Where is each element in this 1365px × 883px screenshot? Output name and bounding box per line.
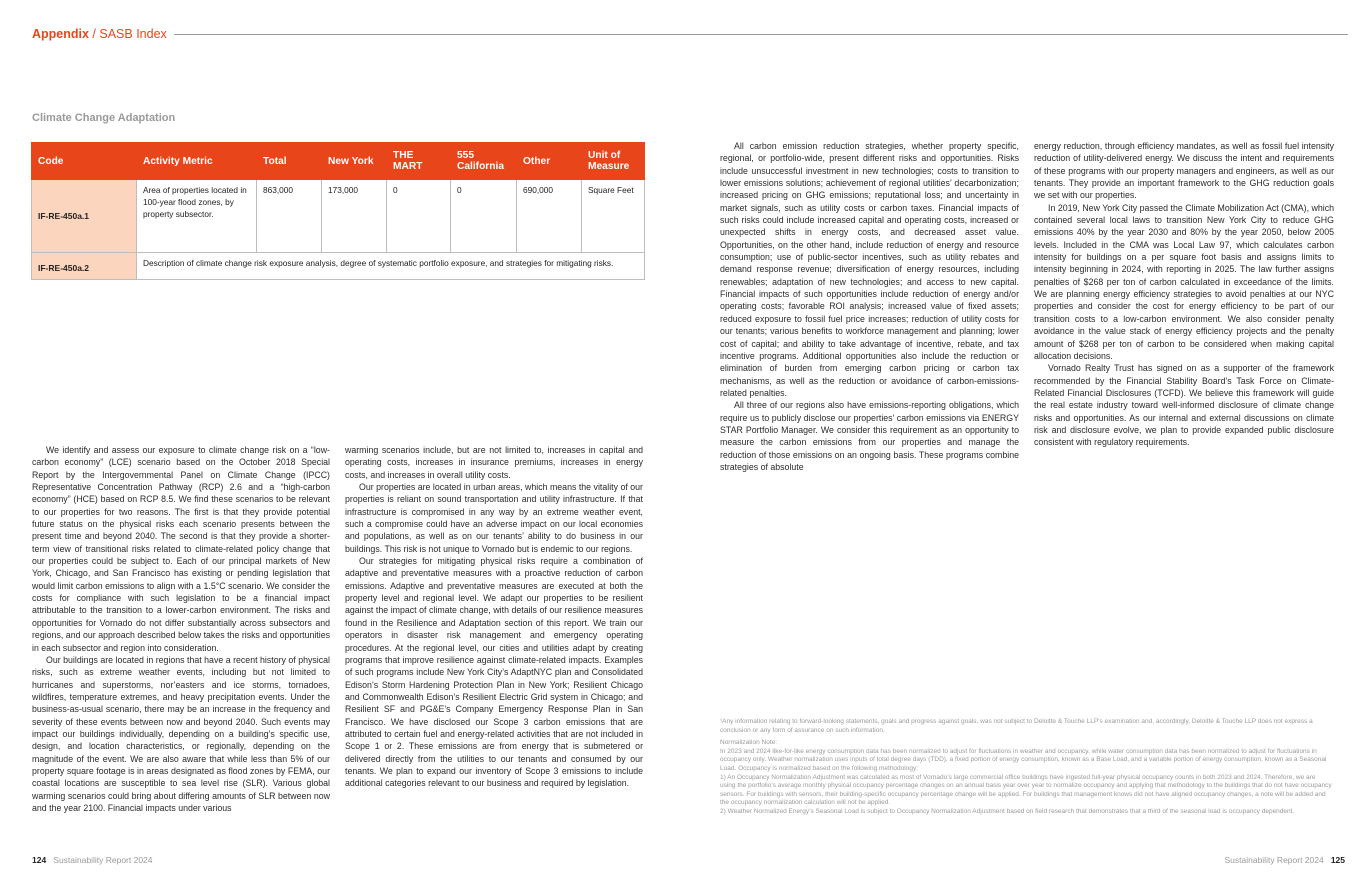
table-row [32,180,645,253]
page-number-left: 124 [32,855,47,865]
code-cell: IF-RE-450a.2 [32,253,137,280]
paragraph: All three of our regions also have emissions-reporting obligations, which require us to publicly disclose our properties’ carbon emissions via ENERGY STAR Portfolio Manager. We consider this requirement as an opportunity to measure the carbon emissions from our properties and manage the reduction of those emissions on an ongoing basis. These programs combine strategies of absolute [720,400,1019,472]
header-activity-metric: Activity Metric [137,143,257,180]
paragraph: Our strategies for mitigating physical risks require a combination of adaptive and preventative measures with a proactive reduction of carbon emissions. Adaptive and preventative measures are executed at both the property level and regional level. We adapt our properties to be resilient against the impact of climate change, with details of our resilience measures found in the Resilience and Adaptation section of this report. We train our operators in disaster risk management and emergency operating procedures. At the regional level, our cities and utilities adapt by creating programs that improve resilience against climate-related impacts. Examples of such programs include New York City’s AdaptNYC plan and Consolidated Edison’s Storm Hardening Protection Plan in New York; Resilient Chicago and Commonwealth Edison’s Resilient Electric Grid system in Chicago; and Resilient SF and PG&E’s Company Emergency Response Plan in San Francisco. We have disclosed our Scope 3 carbon emissions that are attributed to certain fuel and energy-related activities that are not included in Scope 1 or 2. These emissions are from energy that is submetered or delivered directly from the utilities to our tenants and consumed by our tenants. We plan to expand our inventory of Scope 3 emissions to include additional categories relevant to our business and required by legislation. [345,556,643,789]
breadcrumb-separator: / [88,27,100,41]
normalization-item-1: 1) An Occupancy Normalization Adjustment was calculated as most of Vornado’s large commercial office buildings have ingested full-year physical occupancy counts in both 2023 and 2024. Therefore, we are using the portfolio’s average monthly physical occupancy percentage changes on an annual basis year over year to normalize occupancy and applying that methodology to the buildings that do not have occupancy sensors. For buildings with sensors, their building-specific occupancy percentage change will be applied. For buildings that management knows did not have aligned occupancy changes, a note will be added and the occupancy normalization calculation will not be applied. [720,773,1332,807]
breadcrumb-section[interactable]: Appendix [32,27,89,41]
page-number-right: 125 [1330,855,1345,865]
paragraph: energy reduction, through efficiency mandates, as well as fossil fuel intensity reduction of utility-delivered energy. We discuss the intent and requirements of these programs with our property managers and engineers, as well as our tenants. They provide an important framework to the GHG reduction goals we set with our properties. [1034,141,1334,201]
left-page-column-2 [345,444,643,790]
metric-cell: Area of properties located in 100-year flood zones, by property subsector. [137,180,257,253]
table-row [32,253,645,280]
paragraph: Vornado Realty Trust has signed on as a supporter of the framework recommended by the Financial Stability Board’s Task Force on Climate-Related Financial Disclosures (TCFD). We believe this framework will guide the real estate industry toward well-informed disclosure of climate change risks and opportunities. As our internal and external discussions on climate risk and disclosure evolve, we plan to provide expanded public disclosure consistent with regulatory requirements. [1034,363,1334,448]
unit-cell: Square Feet [582,180,645,253]
footnote-1: ¹Any information relating to forward-looking statements, goals and progress against goals, was not subject to Deloitte & Touche LLP’s examination and, accordingly, Deloitte & Touche LLP does not express a conclusion or any form of assurance on such information. [720,718,1313,734]
paragraph: We identify and assess our exposure to climate change risk on a “low-carbon economy” (LCE) scenario based on the October 2018 Special Report by the Intergovernmental Panel on Climate Change (IPCC) Representative Concentration Pathway (RCP) 2.6 and a “high-carbon economy” (HCE) based on RCP 8.5. We find these scenarios to be relevant to our properties for two reasons. The first is that they provide potential future status on the physical risks each scenario presents between the present time and beyond 2040. The second is that they provide a shorter-term view of transitional risks related to climate-related policy change that our properties could be subject to. Each of our principal markets of New York, Chicago, and San Francisco has existing or pending legislation that would limit carbon emissions to align with a 1.5°C scenario. We consider the costs for compliance with such legislation to be a financial impact attributable to the transition to a lower-carbon environment. The risks and opportunities for Vornado do not differ substantially across subsectors and regions, and our approach described below takes the risks and opportunities in each subsector and region into consideration. [32,445,330,653]
footer-left [32,855,153,865]
paragraph: warming scenarios include, but are not limited to, increases in capital and operating costs, increases in insurance premiums, increases in energy costs, and increases in overall utility costs. [345,445,643,480]
normalization-item-2: 2) Weather Normalized Energy’s Seasonal Load is subject to Occupancy Normalization Adjustment based on field research that demonstrates that a third of the seasonal load is occupancy dependent. [720,807,1295,815]
left-page-column-1 [32,444,330,814]
breadcrumb-subsection[interactable]: SASB Index [99,27,167,41]
code-cell: IF-RE-450a.1 [32,180,137,253]
header-unit: Unit of Measure [582,143,645,180]
normalization-text: In 2023 and 2024 like-for-like energy consumption data has been normalized to adjust for fluctuations in weather and occupancy, while water consumption data has been normalized to adjust for fluctuations in occupancy only. Weather normalization uses inputs of total degree days (TDD), a fixed portion of energy consumption, known as a Base Load, and a variable portion of energy consumption, known as a Seasonal Load. Occupancy is normalized based on the following methodology: [720,747,1327,772]
paragraph: In 2019, New York City passed the Climate Mobilization Act (CMA), which contained several local laws to transition New York City to reduce GHG emissions 40% by the year 2030 and 80% by the year 2050, below 2005 levels. Included in the CMA was Local Law 97, which calculates carbon intensity for buildings on a per square foot basis and assigns limits to intensity beginning in 2024, with reporting in 2025. The law further assigns penalties of $268 per ton of carbon calculated in exceedance of the limits. We are planning energy efficiency strategies to avoid penalties at our NYC properties and consider the cost for energy efficiency to be part of our transition costs to a low-carbon environment. We also consider penalty avoidance in the value stack of energy efficiency projects and the penalty amount of $268 per ton of carbon to be considered when making capital allocation decisions. [1034,202,1334,361]
table-header-row [32,143,645,180]
california-cell: 0 [451,180,517,253]
normalization-heading: Normalization Note: [720,739,778,747]
other-cell: 690,000 [517,180,582,253]
header-555-california: 555 California [451,143,517,180]
report-name-right: Sustainability Report 2024 [1224,855,1324,865]
header-the-mart: THE MART [387,143,451,180]
paragraph: Our buildings are located in regions that have a recent history of physical risks, such as extreme weather events, including but not limited to hurricanes and superstorms, nor’easters and ice storms, tornadoes, wildfires, temperature extremes, and heavy precipitation events. Under the business-as-usual scenario, there may be an increase in the frequency and severity of these events between now and beyond 2040. Such events may impact our buildings individually, depending on a building’s specific use, design, and location characteristics, or regionally, depending on the magnitude of the event. We are also aware that while less than 5% of our property square footage is in areas designated as flood zones by FEMA, our coastal locations are susceptible to sea level rise (SLR). Various global warming scenarios could bring about differing amounts of SLR between now and the year 2100. Financial impacts under various [32,654,330,813]
breadcrumb [32,27,167,41]
paragraph: Our properties are located in urban areas, which means the vitality of our properties is reliant on sound transportation and utility infrastructure. If that infrastructure is compromised in any way by an extreme weather event, such a compromise could have an adverse impact on our local economies and populations, as well as on our tenants’ ability to do business in our buildings. This risk is not unique to Vornado but is endemic to our regions. [345,482,643,554]
right-page-column-2 [1034,140,1334,449]
header-new-york: New York [322,143,387,180]
total-cell: 863,000 [257,180,322,253]
new-york-cell: 173,000 [322,180,387,253]
header-code: Code [32,143,137,180]
header-other: Other [517,143,582,180]
description-cell: Description of climate change risk exposure analysis, degree of systematic portfolio exposure, and strategies for mitigating risks. [137,253,645,280]
header-total: Total [257,143,322,180]
footer-right [1224,855,1345,865]
header-rule [174,34,1348,35]
section-title: Climate Change Adaptation [32,112,176,124]
footnotes [720,718,1332,817]
paragraph: All carbon emission reduction strategies, whether property specific, regional, or portfolio-wide, present different risks and opportunities. Risks include unsuccessful investment in new technologies; costs to transition to lower emissions solutions; achievement of regional utilities’ decarbonization; increased pricing on GHG emissions; reputational loss; and uncertainty in market signals, such as utility costs or carbon taxes. Financial impacts of such risks could include increased capital and operating costs, increased or unexpected shifts in energy costs, and decreased asset value. Opportunities, on the other hand, include reduction of energy and resource consumption; use of public-sector incentives, such as utility rebates and demand response revenue; diversification of energy resources, including renewables; adaptation of new technologies; and access to new capital. Financial impacts of such opportunities include reduction of energy and/or operating costs; favorable ROI analysis; increased value of fixed assets; reduced exposure to fossil fuel price increases; reduction of utility costs for our tenants; various benefits to workforce management and planning; lower cost of capital; and ability to take advantage of incentive, rebate, and tax incentive programs. Additional opportunities also include the reduction or elimination of burden from emerging carbon pricing or carbon tax mechanisms, as well as the reduction or avoidance of carbon-emissions-related penalties. [720,141,1019,398]
report-name-left: Sustainability Report 2024 [53,855,153,865]
the-mart-cell: 0 [387,180,451,253]
right-page-column-1 [720,140,1019,473]
sasb-table [31,142,645,280]
page-header [32,25,1348,43]
